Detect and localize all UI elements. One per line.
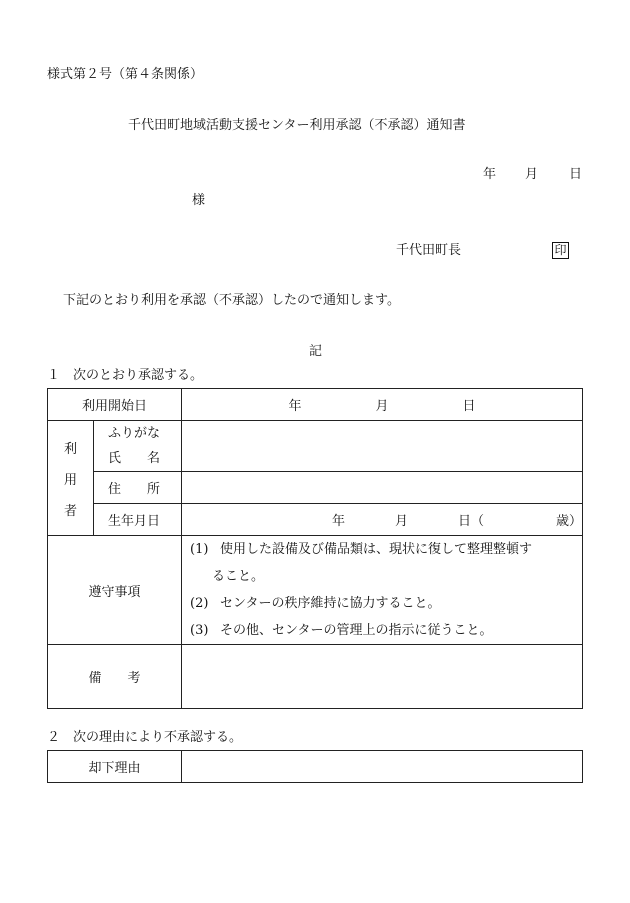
address-row xyxy=(48,472,583,504)
rules-label: 遵守事項 xyxy=(48,536,182,645)
rules-row xyxy=(48,536,583,645)
remarks-row xyxy=(48,645,583,709)
addressee-suffix: 様 xyxy=(192,193,206,208)
date-year: 年 xyxy=(483,167,497,182)
start-day: 日 xyxy=(462,399,476,414)
address-field[interactable] xyxy=(182,472,583,504)
rule-text: 使用した設備及び備品類は、現状に復して整理整頓す xyxy=(220,542,533,557)
document-title: 千代田町地域活動支援センター利用承認（不承認）通知書 xyxy=(128,118,466,133)
reject-field[interactable] xyxy=(182,751,583,783)
name-label xyxy=(94,421,182,472)
name-field[interactable] xyxy=(182,421,583,472)
seal-box: 印 xyxy=(552,242,569,259)
date-month: 月 xyxy=(525,167,539,182)
rejection-table xyxy=(47,750,583,783)
start-date-row xyxy=(48,389,583,421)
user-char-2: 用 xyxy=(63,472,77,488)
user-group-label xyxy=(48,421,94,536)
address-label: 住 所 xyxy=(94,472,182,504)
birth-day: 日（ xyxy=(458,514,485,529)
user-char-1: 利 xyxy=(63,441,77,457)
rule-text-cont: ること。 xyxy=(212,569,265,584)
rules-list xyxy=(182,536,583,645)
rule-number: (1) xyxy=(190,542,209,557)
rule-number: (2) xyxy=(190,596,209,611)
rule-item xyxy=(182,617,582,644)
approval-table xyxy=(47,388,583,709)
birth-age: 歳） xyxy=(555,514,582,529)
date-day: 日 xyxy=(569,167,583,182)
birth-label: 生年月日 xyxy=(94,504,182,536)
rule-item xyxy=(182,536,582,590)
name-label-text: 氏 名 xyxy=(108,451,161,466)
start-date-value[interactable] xyxy=(182,389,583,421)
birth-year: 年 xyxy=(332,514,346,529)
name-row xyxy=(48,421,583,472)
rule-item xyxy=(182,590,582,617)
birth-field[interactable] xyxy=(182,504,583,536)
birth-month: 月 xyxy=(395,514,409,529)
start-month: 月 xyxy=(375,399,389,414)
remarks-label: 備 考 xyxy=(48,645,182,709)
section2-heading: ２ 次の理由により不承認する。 xyxy=(47,730,243,745)
reject-label: 却下理由 xyxy=(48,751,182,783)
form-number: 様式第２号（第４条関係） xyxy=(47,67,204,82)
body-text: 下記のとおり利用を承認（不承認）したので通知します。 xyxy=(63,293,400,308)
ki-heading: 記 xyxy=(309,344,323,359)
user-char-3: 者 xyxy=(63,503,77,519)
rule-text: その他、センターの管理上の指示に従うこと。 xyxy=(220,623,493,638)
start-year: 年 xyxy=(288,399,302,414)
remarks-field[interactable] xyxy=(182,645,583,709)
furigana-label: ふりがな xyxy=(108,426,161,441)
start-date-label: 利用開始日 xyxy=(48,389,182,421)
rule-number: (3) xyxy=(190,623,209,638)
section1-heading: １ 次のとおり承認する。 xyxy=(47,368,204,383)
issuer: 千代田町長 xyxy=(396,243,462,258)
reject-row xyxy=(48,751,583,783)
rule-text: センターの秩序維持に協力すること。 xyxy=(220,596,441,611)
birth-row xyxy=(48,504,583,536)
